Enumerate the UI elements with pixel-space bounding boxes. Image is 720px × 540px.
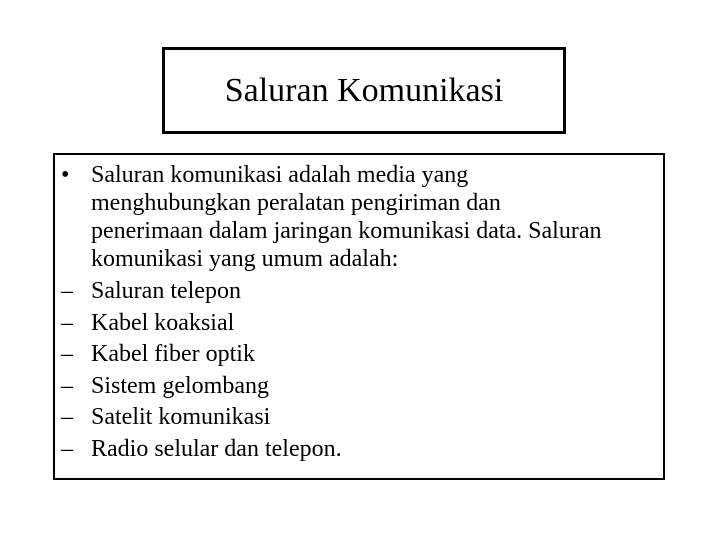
channel-list (61, 276, 342, 465)
list-item (61, 339, 342, 371)
intro-line: komunikasi yang umum adalah: (91, 246, 399, 272)
dash-icon: – (61, 372, 73, 399)
dash-icon: – (61, 404, 73, 430)
dash-icon: – (61, 341, 73, 367)
dash-icon: – (61, 278, 73, 304)
list-item-label: Radio selular dan telepon. (91, 435, 342, 462)
list-item (61, 402, 342, 434)
list-item (61, 276, 342, 308)
list-item (61, 371, 342, 403)
list-item-label: Sistem gelombang (91, 372, 269, 399)
list-item (61, 434, 342, 466)
intro-line: menghubungkan peralatan pengiriman dan (91, 190, 501, 216)
slide-title: Saluran Komunikasi (224, 71, 504, 109)
list-item-label: Kabel koaksial (91, 309, 235, 336)
dash-icon: – (61, 435, 73, 462)
intro-paragraph (61, 161, 657, 273)
list-item-label: Saluran telepon (91, 278, 241, 304)
content-box (53, 153, 665, 480)
list-item-label: Kabel fiber optik (91, 341, 255, 367)
intro-line: penerimaan dalam jaringan komunikasi data. Saluran (91, 218, 602, 244)
list-item-label: Satelit komunikasi (91, 404, 271, 430)
dash-icon: – (61, 309, 73, 336)
title-box (162, 47, 566, 134)
list-item (61, 308, 342, 340)
bullet-icon: • (61, 162, 70, 188)
intro-line: Saluran komunikasi adalah media yang (91, 162, 469, 188)
